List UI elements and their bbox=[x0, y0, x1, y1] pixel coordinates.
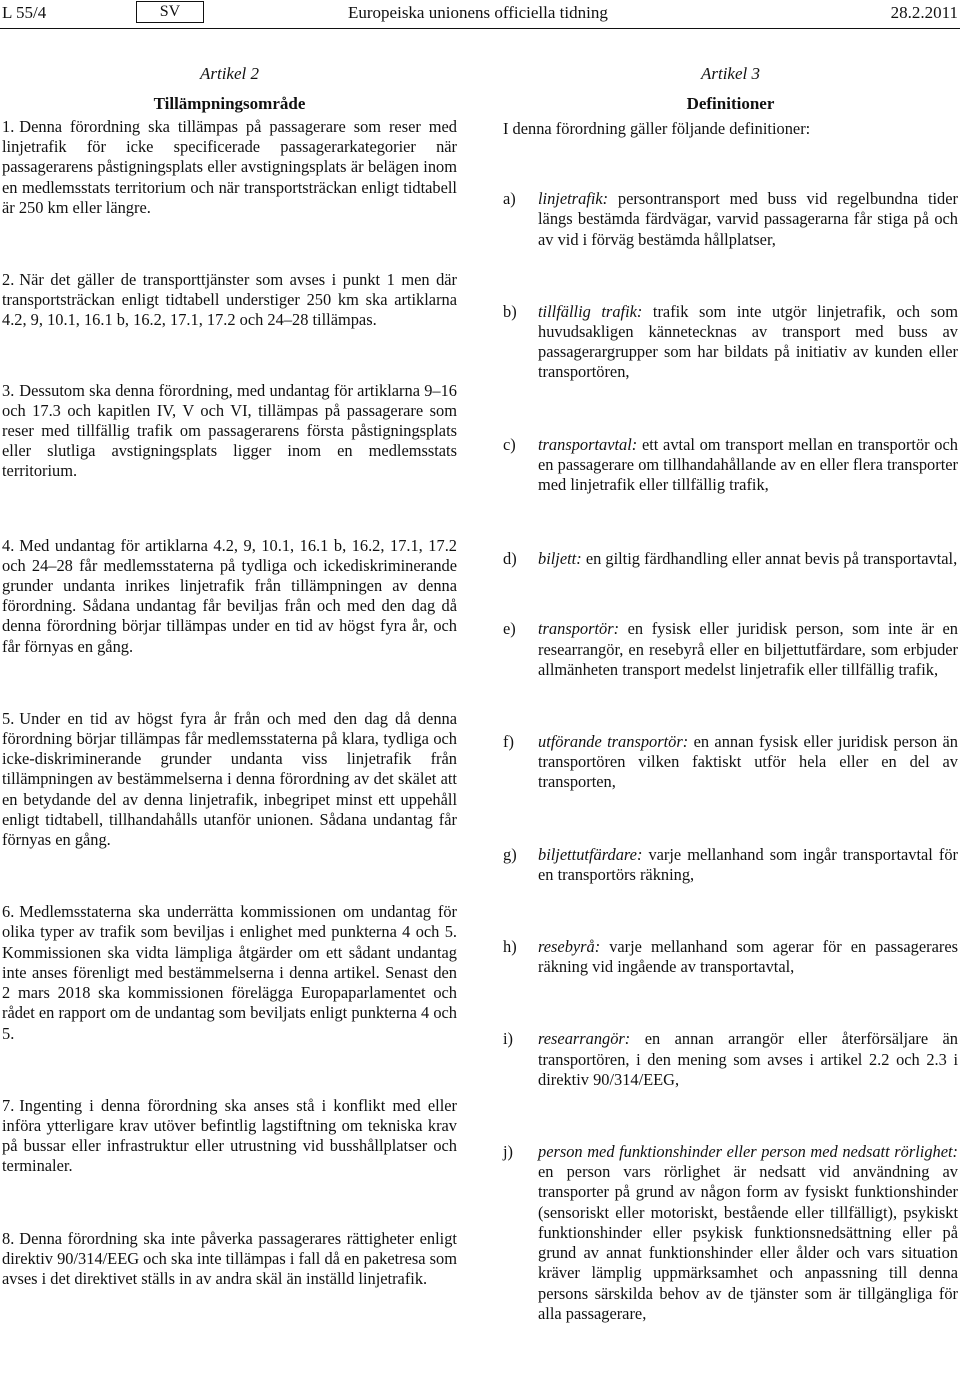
definition-text: en annan fysisk eller juridisk person än transportören vilken faktiskt utför hela eller en del av transporten, bbox=[538, 732, 958, 792]
article-2-title: Tillämpningsområde bbox=[153, 94, 306, 113]
definition-label: e) bbox=[503, 619, 516, 639]
definition-term: researrangör: bbox=[538, 1029, 631, 1049]
header-divider bbox=[0, 28, 960, 29]
definition-text: en giltig färdhandling eller annat bevis på transportavtal, bbox=[585, 549, 958, 569]
paragraph-text: Med undantag för artiklarna 4.2, 9, 10.1, 16.1 b, 16.2, 17.1, 17.2 och 24–28 får medlemsstaterna på tydliga och ickediskriminerande grunder undanta inrikes linjetrafik från tillämpningen av denna förordning. Sådana undantag får beviljas från och med den dag då denna förordning börjar tillämpas under en tid av högst fyra år, och får förnyas en gång. bbox=[2, 535, 457, 656]
paragraph-number: 3. bbox=[2, 380, 15, 400]
definition-label: c) bbox=[503, 434, 516, 454]
article-2-paragraph bbox=[2, 902, 457, 1043]
paragraph-text: När det gäller de transporttjänster som avses i punkt 1 men där transportsträckan enligt tidtabell understiger 250 km ska artiklarna 4.2, 9, 10.1, 16.1 b, 16.2, 17.1, 17.2 och 24–28 tillämpas. bbox=[2, 270, 457, 330]
definition-item bbox=[503, 549, 958, 569]
paragraph-number: 5. bbox=[2, 708, 15, 728]
paragraph-number: 4. bbox=[2, 535, 15, 555]
paragraph-number: 2. bbox=[2, 270, 15, 290]
article-2-paragraph bbox=[2, 270, 457, 331]
definition-term: person med funktionshinder eller person med nedsatt rörlighet: bbox=[538, 1142, 958, 1162]
definition-text: trafik som inte utgör linjetrafik, och som huvudsakligen kännetecknas av transport med buss av passagerargrupper som har bildats på initiativ av kunden eller transportören, bbox=[538, 301, 958, 382]
definition-label: j) bbox=[503, 1142, 514, 1162]
paragraph-text: Denna förordning ska inte påverka passagerares rättigheter enligt direktiv 90/314/EEG och ska inte tillämpas i fall då en paketresa som avses i det direktivet ställs in av andra skäl än inställd linjetrafik. bbox=[2, 1228, 457, 1288]
definition-item bbox=[503, 937, 958, 977]
paragraph-text: Denna förordning ska tillämpas på passagerare som reser med linjetrafik för icke specificerade passagerarkategorier när passagerarens påstigningsplats eller avstigningsplats är belägen inom en medlemsstats territorium och när transportsträckan enligt tidtabell är 250 km eller längre. bbox=[2, 117, 457, 217]
article-2-paragraph bbox=[2, 381, 457, 482]
article-2-paragraph bbox=[2, 536, 457, 657]
definition-term: tillfällig trafik: bbox=[538, 301, 643, 321]
definition-text: varje mellanhand som ingår transportavtal för en transportörs räkning, bbox=[538, 844, 958, 884]
language-badge: SV bbox=[136, 1, 204, 23]
paragraph-number: 8. bbox=[2, 1228, 15, 1248]
definition-label: a) bbox=[503, 189, 516, 209]
definition-item bbox=[503, 845, 958, 885]
article-2-paragraph bbox=[2, 1096, 457, 1177]
article-2-number: Artikel 2 bbox=[199, 64, 259, 83]
definition-text: en fysisk eller juridisk person, som inte är en researrangör, en resebyrå eller en biljettutfärdare, som erbjuder allmänheten transport medelst linjetrafik eller tillfällig trafik, bbox=[538, 619, 958, 679]
definition-term: biljettutfärdare: bbox=[538, 844, 643, 864]
paragraph-text: Dessutom ska denna förordning, med undantag för artiklarna 9–16 och 17.3 och kapitlen IV, V och VI, tillämpas på passagerare som reser med tillfällig trafik om passagerarens första påstigningsplats eller slutliga avstigningsplats ligger inom en medlemsstats territorium. bbox=[2, 380, 457, 481]
page-reference: L 55/4 bbox=[2, 3, 47, 22]
article-2-paragraph bbox=[2, 1229, 457, 1290]
definitions-intro: I denna förordning gäller följande definitioner: bbox=[503, 119, 811, 138]
definition-text: en person vars rörlighet är nedsatt vid användning av transporter på grund av någon form av fysiskt funktionshinder (sensoriskt eller motoriskt, bestående eller tillfälligt), psykiskt funktionshinder eller psykisk funktionsnedsättning eller på grund av annat funktionshinder eller ålder och vars situation kräver lämplig uppmärksamhet och anpassning till denna persons särskilda behov av de tjänster som är tillgängliga för alla passagerare, bbox=[538, 1162, 958, 1323]
article-2-paragraph bbox=[2, 709, 457, 850]
definition-text: varje mellanhand som agerar för en passagerares räkning vid ingående av transportavtal, bbox=[538, 937, 958, 977]
definition-term: resebyrå: bbox=[538, 937, 601, 957]
definition-item bbox=[503, 302, 958, 383]
page-header bbox=[0, 0, 960, 30]
definition-label: g) bbox=[503, 844, 517, 864]
definition-label: f) bbox=[503, 732, 514, 752]
definition-label: d) bbox=[503, 549, 517, 569]
definition-term: linjetrafik: bbox=[538, 189, 609, 209]
definition-item bbox=[503, 619, 958, 680]
paragraph-text: Medlemsstaterna ska underrätta kommissionen om undantag för olika typer av trafik som beviljas i enlighet med punkterna 4 och 5. Kommissionen ska vidta lämpliga åtgärder om ett sådant undantag inte anses förenligt med bestämmelserna i denna artikel. Senast den 2 mars 2018 ska kommissionen förelägga Europaparlamentet och rådet en rapport om de undantag som beviljats enligt punkterna 4 och 5. bbox=[2, 902, 457, 1043]
paragraph-number: 1. bbox=[2, 117, 15, 136]
definition-item bbox=[503, 1029, 958, 1090]
paragraph-text: Under en tid av högst fyra år från och med den dag då denna förordning börjar tillämpas får medlemsstaterna på klara, tydliga och icke-diskriminerande grunder undanta viss linjetrafik från tillämpningen av bestämmelserna i denna förordning av det skälet att en betydande del av denna linjetrafik, inbegripet minst ett uppehåll enligt tidtabell, tillhandahålls utanför unionen. Sådana undantag får förnyas en gång. bbox=[2, 708, 457, 850]
definition-item bbox=[503, 1142, 958, 1324]
definition-text: en annan arrangör eller återförsäljare än transportören, i den mening som avses i artikel 2.2 och 2.3 i direktiv 90/314/EEG, bbox=[538, 1029, 958, 1089]
publication-date: 28.2.2011 bbox=[890, 3, 958, 22]
paragraph-text: Ingenting i denna förordning ska anses stå i konflikt med eller införa ytterligare krav utöver befintlig lagstiftning om tekniska krav på bussar eller infrastruktur eller utrustning vid busshållplatser och terminaler. bbox=[2, 1095, 457, 1176]
definition-term: transportör: bbox=[538, 619, 620, 639]
right-column bbox=[503, 62, 958, 1324]
article-2-paragraph bbox=[2, 117, 457, 218]
article-3-number: Artikel 3 bbox=[700, 64, 760, 83]
definition-label: h) bbox=[503, 937, 517, 957]
definition-item bbox=[503, 189, 958, 250]
definition-term: biljett: bbox=[538, 549, 582, 569]
definition-term: transportavtal: bbox=[538, 434, 638, 454]
paragraph-number: 7. bbox=[2, 1095, 15, 1115]
definition-text: persontransport med buss vid regelbundna tider längs bestämda färdvägar, varvid passagerarna får stiga på och av vid i förväg bestämda hållplatser, bbox=[538, 189, 958, 249]
article-3-title: Definitioner bbox=[686, 94, 775, 113]
definition-label: i) bbox=[503, 1029, 514, 1049]
definition-item bbox=[503, 435, 958, 496]
paragraph-number: 6. bbox=[2, 902, 15, 922]
definition-text: ett avtal om transport mellan en transportör och en passagerare om tillhandahållande av en eller flera transporter med linjetrafik eller tillfällig trafik, bbox=[538, 434, 958, 495]
journal-title: Europeiska unionens officiella tidning bbox=[348, 3, 608, 22]
definition-term: utförande transportör: bbox=[538, 732, 689, 752]
definition-item bbox=[503, 732, 958, 793]
left-column bbox=[2, 62, 457, 1289]
definition-label: b) bbox=[503, 301, 517, 321]
